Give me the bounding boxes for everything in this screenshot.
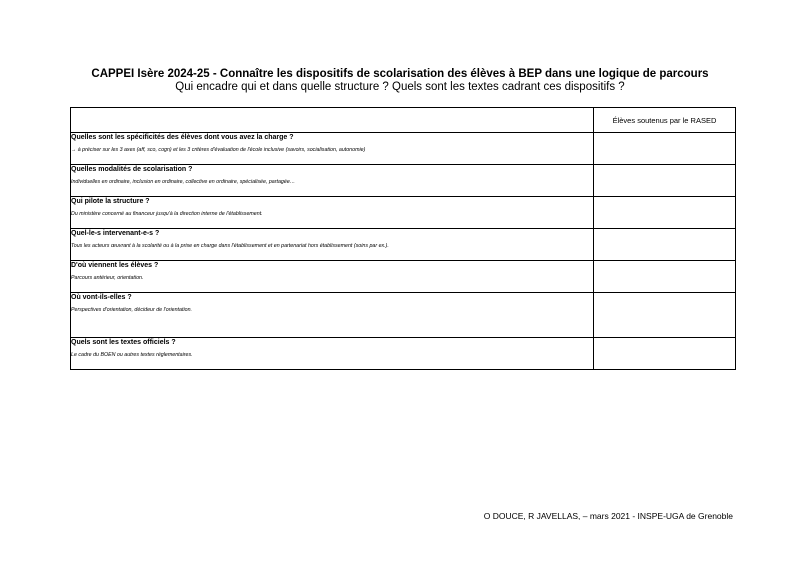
answer-cell[interactable]	[594, 338, 736, 370]
row-hint: Parcours antérieur, orientation.	[71, 275, 144, 281]
table-row	[71, 293, 736, 338]
table-row	[71, 165, 736, 197]
empty-header-cell	[71, 108, 594, 133]
document-title: CAPPEI Isère 2024-25 - Connaître les dispositifs de scolarisation des élèves à BEP dans une logique de parcours	[91, 68, 709, 80]
row-question: Quel-le-s intervenant-e-s ?	[71, 230, 160, 237]
row-hint: Individuelles en ordinaire, inclusion en ordinaire, collective en ordinaire, spécialisée, partagée…	[71, 179, 296, 185]
column-header-rased: Élèves soutenus par le RASED	[594, 108, 736, 133]
table-row	[71, 229, 736, 261]
table-row	[71, 133, 736, 165]
table-row	[71, 197, 736, 229]
table-header-row	[71, 108, 736, 133]
document-subtitle: Qui encadre qui et dans quelle structure ? Quels sont les textes cadrant ces dispositifs ?	[175, 81, 625, 93]
answer-cell[interactable]	[594, 293, 736, 338]
row-hint: Perspectives d'orientation, décideur de l'orientation.	[71, 307, 192, 313]
answer-cell[interactable]	[594, 197, 736, 229]
row-question: Où vont-ils-elles ?	[71, 294, 132, 301]
row-hint: → à préciser sur les 3 axes (aff, sco, cogn) et les 3 critères d'évaluation de l'école inclusive (savoirs, socialisation, autonomie)	[71, 147, 366, 153]
row-question: D'où viennent les élèves ?	[71, 262, 159, 269]
row-question: Quelles modalités de scolarisation ?	[71, 166, 193, 173]
document-footer: O DOUCE, R JAVELLAS, – mars 2021 - INSPE-UGA de Grenoble	[483, 511, 733, 521]
table-row	[71, 338, 736, 370]
row-question: Qui pilote la structure ?	[71, 198, 150, 205]
row-hint: Du ministère concerné au financeur jusqu'à la direction interne de l'établissement.	[71, 211, 263, 217]
questions-table	[70, 107, 736, 370]
answer-cell[interactable]	[594, 261, 736, 293]
row-question: Quels sont les textes officiels ?	[71, 339, 176, 346]
table-row	[71, 261, 736, 293]
row-hint: Tous les acteurs œuvrant à la scolarité ou à la prise en charge dans l'établissement et en partenariat hors établissement (soins par ex.).	[71, 243, 389, 249]
row-question: Quelles sont les spécificités des élèves dont vous avez la charge ?	[71, 134, 294, 141]
answer-cell[interactable]	[594, 133, 736, 165]
row-hint: Le cadre du BOEN ou autres textes réglementaires.	[71, 352, 193, 358]
answer-cell[interactable]	[594, 229, 736, 261]
answer-cell[interactable]	[594, 165, 736, 197]
